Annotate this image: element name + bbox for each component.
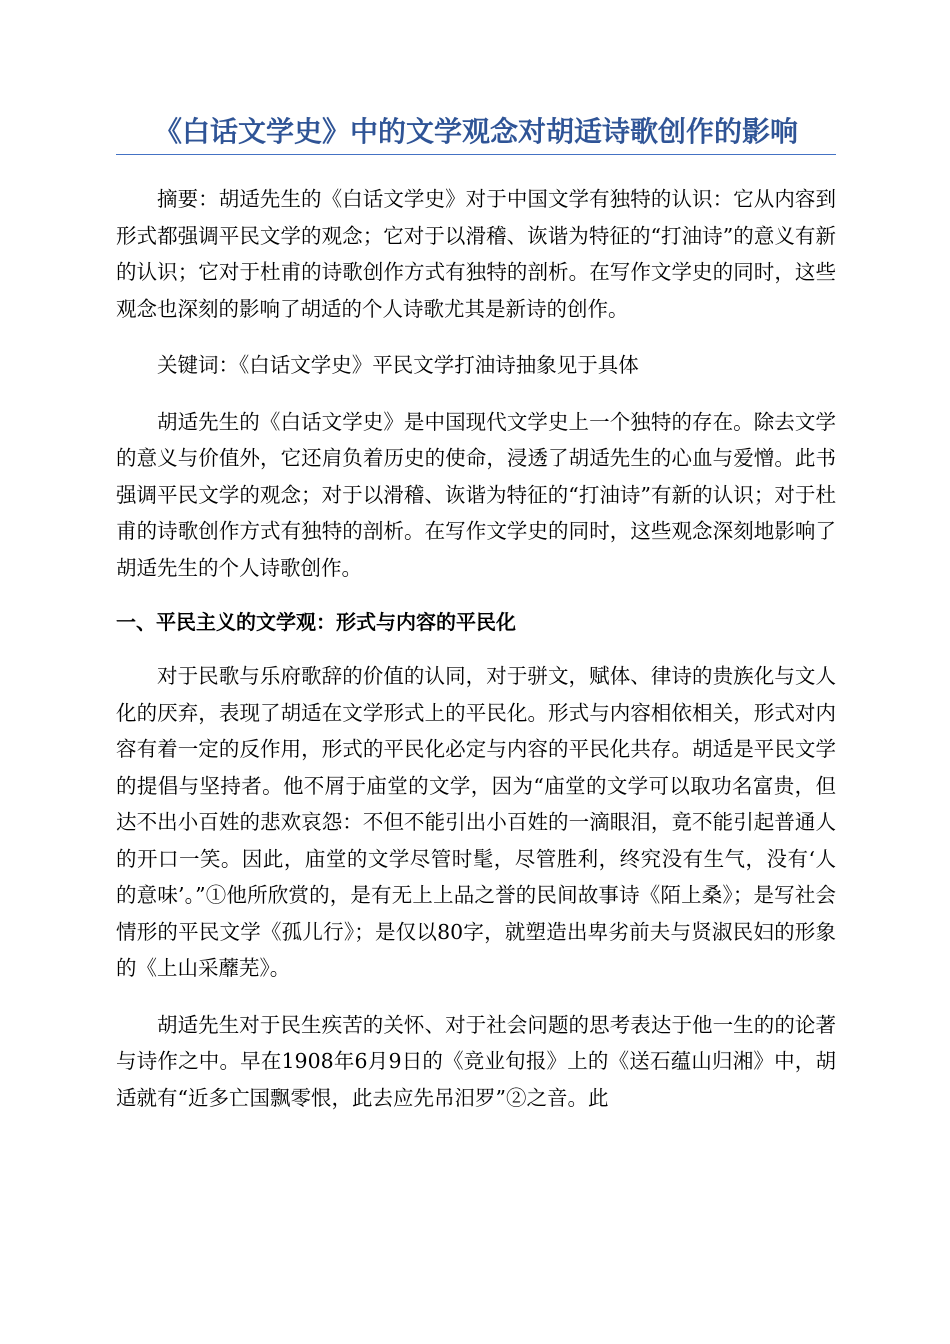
keywords-paragraph: 关键词：《白话文学史》平民文学打油诗抽象见于具体 — [157, 353, 639, 377]
intro-paragraph: 胡适先生的《白话文学史》是中国现代文学史上一个独特的存在。除去文学的意义与价值外，它还肩负着历史的使命，浸透了胡适先生的心血与爱憎。此书强调平民文学的观念；对于以滑稽、诙谐为特征的“打油诗”有新的认识；对于杜甫的诗歌创作方式有独特的剖析。在写作文学史的同时，这些观念深刻地影响了胡适先生的个人诗歌创作。 — [116, 409, 836, 580]
body-paragraph: 对于民歌与乐府歌辞的价值的认同，对于骈文，赋体、律诗的贵族化与文人化的厌弃，表现了胡适在文学形式上的平民化。形式与内容相依相关，形式对内容有着一定的反作用，形式的平民化必定与内容的平民化共存。胡适是平民文学的提倡与坚持者。他不屑于庙堂的文学，因为“庙堂的文学可以取功名富贵，但达不出小百姓的悲欢哀怨：不但不能引出小百姓的一滴眼泪，竟不能引起普通人的开口一笑。因此，庙堂的文学尽管时髦，尽管胜利，终究没有生气，没有‘人的意味’。”①他所欣赏的，是有无上上品之誉的民间故事诗《陌上桑》；是写社会情形的平民文学《孤儿行》；是仅以80字，就塑造出卑劣前夫与贤淑民妇的形象的《上山采蘼芜》。 — [116, 664, 836, 980]
section-heading: 一、平民主义的文学观：形式与内容的平民化 — [116, 610, 516, 634]
abstract-paragraph: 摘要：胡适先生的《白话文学史》对于中国文学有独特的认识：它从内容到形式都强调平民文学的观念；它对于以滑稽、诙谐为特征的“打油诗”的意义有新的认识；它对于杜甫的诗歌创作方式有独特的剖析。在写作文学史的同时，这些观念也深刻的影响了胡适的个人诗歌尤其是新诗的创作。 — [116, 187, 836, 321]
document-page — [116, 112, 836, 1116]
document-title: 《白话文学史》中的文学观念对胡适诗歌创作的影响 — [116, 112, 836, 155]
body-paragraph: 胡适先生对于民生疾苦的关怀、对于社会问题的思考表达于他一生的的论著与诗作之中。早在1908年6月9日的《竞业旬报》上的《送石蕴山归湘》中，胡适就有“近多亡国飘零恨，此去应先吊汨罗”②之音。此 — [116, 1012, 836, 1110]
